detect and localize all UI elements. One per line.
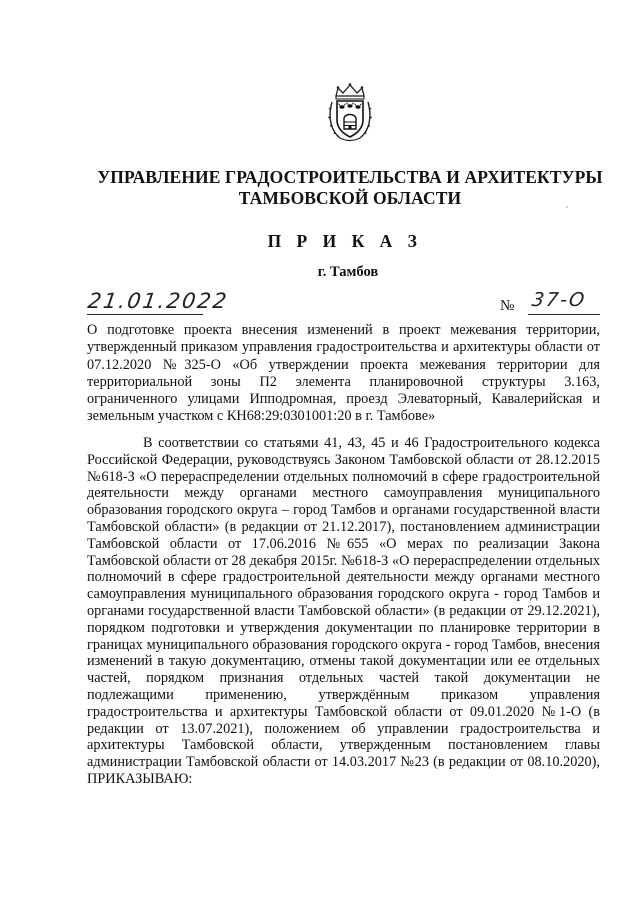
number-label: №: [500, 298, 515, 314]
coat-of-arms-icon: [326, 82, 374, 144]
date-underline: [87, 314, 203, 315]
order-subject: О подготовке проекта внесения изменений в проект межевания территории, утвержденный приказом управления градостроительства и архитектуры области от 07.12.2020 №325-О «Об утверждении проекта межевания территории для территориальной зоны П2 элемента планировочной структуры 3.163, ограниченного улицами Ипподромная, проезд Элеваторный, Кавалерийская и земельным участком с КН68:29:0301001:20 в г. Тамбове»: [87, 322, 600, 425]
order-body-paragraph: В соответствии со статьями 41, 43, 45 и 46 Градостроительного кодекса Российской Федерации, руководствуясь Законом Тамбовской области от 28.12.2015 №618-З «О перераспределении отдельных полномочий в сфере градостроительной деятельности между органами местного самоуправления муниципального образования городского округа – город Тамбов и органами государственной власти Тамбовской области» (в редакции от 21.12.2017), постановлением администрации Тамбовской области от 17.06.2016 №655 «О мерах по реализации Закона Тамбовской области от 28 декабря 2015г. №618-З «О перераспределении отдельных полномочий в сфере градостроительной деятельности между органами местного самоуправления муниципального образования городского округа - город Тамбов и органами государственной власти Тамбовской области» (в редакции от 29.12.2021), порядком подготовки и утверждения документации по планировке территории в границах муниципального образования городского округа - город Тамбов, внесения изменений в такую документацию, отмены такой документации или ее отдельных частей, порядком признания отдельных частей такой документации не подлежащими применению, утверждённым приказом управления градостроительства и архитектуры Тамбовской области от 09.01.2020 №1-О (в редакции от 13.07.2021), положением об управлении градостроительства и архитектуры Тамбовской области, утвержденным постановлением главы администрации Тамбовской области от 14.03.2017 №23 (в редакции от 08.10.2020), ПРИКАЗЫВАЮ:: [87, 435, 600, 787]
handwritten-date: 21.01.2022: [86, 289, 230, 313]
number-underline: [528, 314, 600, 315]
handwritten-number: 37-О: [530, 289, 588, 311]
organization-title-line-1: УПРАВЛЕНИЕ ГРАДОСТРОИТЕЛЬСТВА И АРХИТЕКТУРЫ: [97, 167, 603, 187]
scan-speck: [566, 206, 568, 208]
document-type-heading: П Р И К А З: [267, 231, 423, 251]
organization-title-line-2: ТАМБОВСКОЙ ОБЛАСТИ: [238, 188, 462, 208]
city-label: г. Тамбов: [317, 264, 379, 280]
organization-title: [60, 167, 640, 209]
